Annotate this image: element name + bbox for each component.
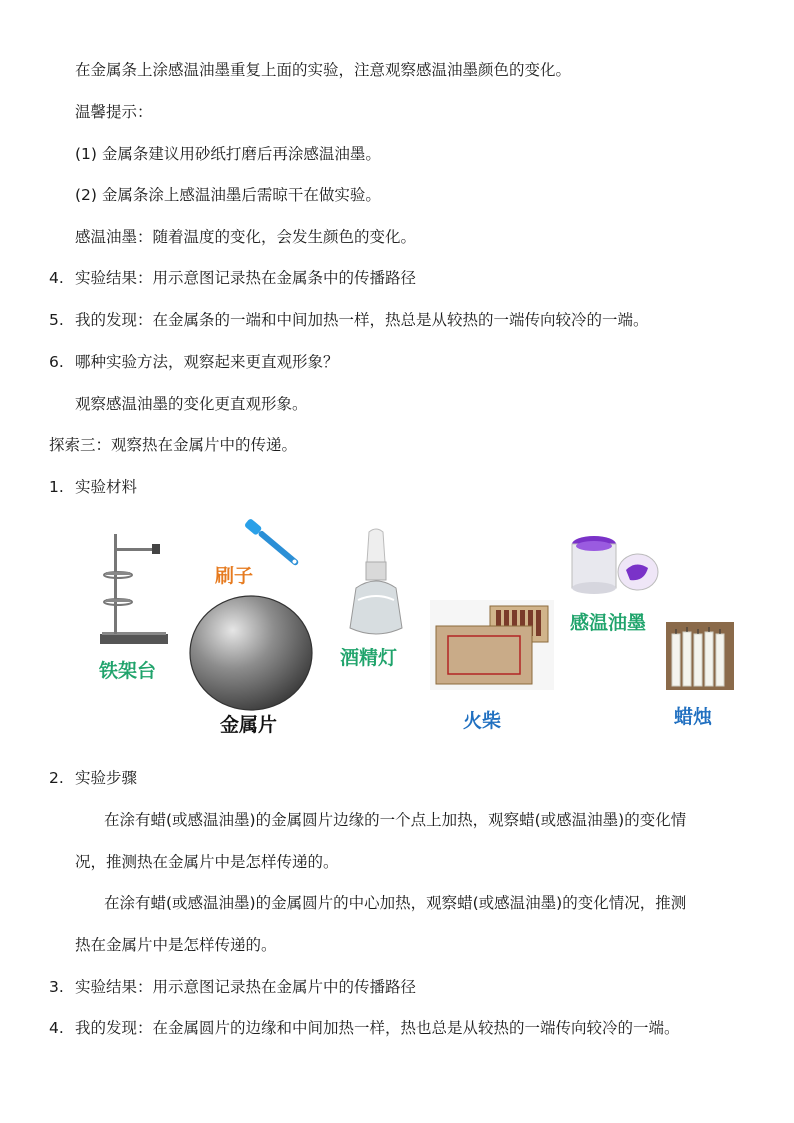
caption-stand: 铁架台 [99, 660, 157, 682]
item-number: 1. [49, 478, 64, 496]
list-item [49, 477, 137, 497]
item-text: 实验材料 [75, 478, 138, 496]
section-heading: 探索三：观察热在金属片中的传递。 [49, 436, 298, 454]
procedure-line: 在涂有蜡(或感温油墨)的金属圆片的中心加热，观察蜡(或感温油墨)的变化情况，推测 [104, 894, 687, 912]
procedure-line: 况，推测热在金属片中是怎样传递的。 [75, 853, 339, 871]
tip-1: (1) 金属条建议用砂纸打磨后再涂感温油墨。 [75, 145, 381, 163]
list-item [49, 310, 649, 330]
procedure-line: 在涂有蜡(或感温油墨)的金属圆片边缘的一个点上加热，观察蜡(或感温油墨)的变化情 [104, 811, 687, 829]
ink-note: 感温油墨：随着温度的变化，会发生颜色的变化。 [75, 228, 417, 246]
item-text: 我的发现：在金属条的一端和中间加热一样，热总是从较热的一端传向较冷的一端。 [75, 311, 649, 329]
item-text: 我的发现：在金属圆片的边缘和中间加热一样，热也总是从较热的一端传向较冷的一端。 [75, 1019, 680, 1037]
caption-disc: 金属片 [220, 714, 278, 736]
item-number: 4. [49, 269, 64, 287]
ink-jar-image [566, 530, 662, 596]
list-item [49, 352, 339, 372]
item-number: 2. [49, 769, 64, 787]
item-number: 3. [49, 978, 64, 996]
tip-title: 温馨提示： [75, 103, 153, 121]
answer-6: 观察感温油墨的变化更直观形象。 [75, 395, 308, 413]
candles-image [666, 622, 734, 690]
item-number: 6. [49, 353, 64, 371]
item-number: 5. [49, 311, 64, 329]
tip-2: (2) 金属条涂上感温油墨后需晾干在做实验。 [75, 186, 381, 204]
item-text: 实验结果：用示意图记录热在金属条中的传播路径 [75, 269, 417, 287]
list-item [49, 268, 416, 288]
metal-disc-image [188, 594, 314, 712]
caption-candles: 蜡烛 [674, 706, 713, 728]
item-text: 实验结果：用示意图记录热在金属片中的传播路径 [75, 978, 417, 996]
item-text: 实验步骤 [75, 769, 138, 787]
list-item [49, 977, 416, 997]
iron-stand-image [96, 530, 172, 646]
caption-brush: 刷子 [215, 565, 254, 587]
procedure-line: 热在金属片中是怎样传递的。 [75, 936, 277, 954]
intro-paragraph: 在金属条上涂感温油墨重复上面的实验，注意观察感温油墨颜色的变化。 [75, 61, 572, 79]
alcohol-lamp-image [342, 528, 410, 640]
caption-lamp: 酒精灯 [340, 647, 398, 669]
caption-ink: 感温油墨 [570, 612, 647, 634]
list-item [49, 1018, 680, 1038]
caption-matches: 火柴 [463, 710, 502, 732]
item-text: 哪种实验方法，观察起来更直观形象？ [75, 353, 339, 371]
item-number: 4. [49, 1019, 64, 1037]
matchbox-image [430, 600, 554, 690]
list-item [49, 768, 137, 788]
